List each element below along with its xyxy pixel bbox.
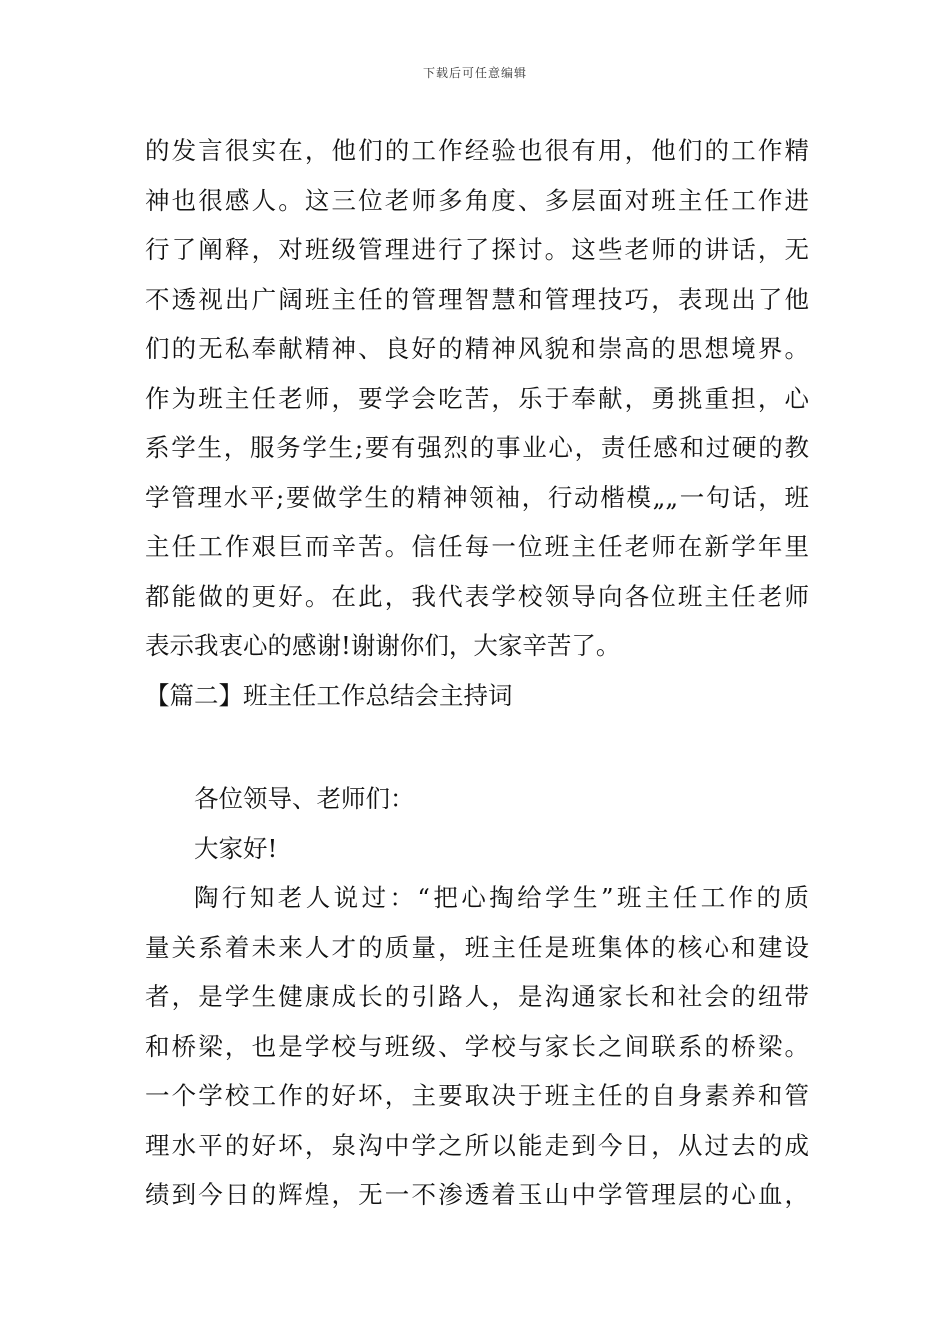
blank-gap	[145, 720, 809, 774]
hello-line: 大家好!	[194, 833, 278, 863]
text-line: 主任工作艰巨而辛苦。信任每一位班主任老师在新学年里	[145, 532, 809, 561]
paragraph-speech-conclusion	[145, 126, 809, 671]
text-line: 们的无私奉献精神、良好的精神风貌和崇高的思想境界。	[145, 334, 809, 363]
text-line: 陶行知老人说过：“把心掏给学生”班主任工作的质	[194, 883, 809, 912]
text-line: 者，是学生健康成长的引路人，是沟通家长和社会的纽带	[145, 982, 809, 1011]
text-line: 表示我衷心的感谢!谢谢你们，大家辛苦了。	[145, 631, 621, 660]
text-line: 的发言很实在，他们的工作经验也很有用，他们的工作精	[145, 136, 809, 165]
text-line: 都能做的更好。在此，我代表学校领导向各位班主任老师	[145, 581, 809, 611]
text-line: 系学生，服务学生;要有强烈的事业心，责任感和过硬的教	[145, 433, 809, 462]
section-heading: 【篇二】班主任工作总结会主持词	[145, 680, 513, 710]
text-line: 和桥梁，也是学校与班级、学校与家长之间联系的桥梁。	[145, 1031, 809, 1061]
text-line: 不透视出广阔班主任的管理智慧和管理技巧，表现出了他	[145, 284, 809, 314]
text-line: 绩到今日的辉煌，无一不渗透着玉山中学管理层的心血，	[145, 1180, 809, 1209]
text-line: 一个学校工作的好坏，主要取决于班主任的自身素养和管	[145, 1081, 809, 1110]
text-line: 神也很感人。这三位老师多角度、多层面对班主任工作进	[145, 185, 809, 215]
document-body	[145, 126, 809, 1220]
page-header: 下载后可任意编辑	[422, 66, 527, 80]
text-line: 量关系着未来人才的质量，班主任是班集体的核心和建设	[145, 932, 809, 962]
text-line: 理水平的好坏，泉沟中学之所以能走到今日，从过去的成	[145, 1130, 809, 1160]
text-line: 作为班主任老师，要学会吃苦，乐于奉献，勇挑重担，心	[145, 383, 809, 413]
text-line: 行了阐释，对班级管理进行了探讨。这些老师的讲话，无	[145, 235, 809, 264]
text-line: 学管理水平;要做学生的精神领袖，行动楷模„„一句话，班	[145, 482, 809, 512]
greeting-line: 各位领导、老师们：	[194, 784, 415, 813]
paragraph-host-speech	[145, 873, 809, 1220]
